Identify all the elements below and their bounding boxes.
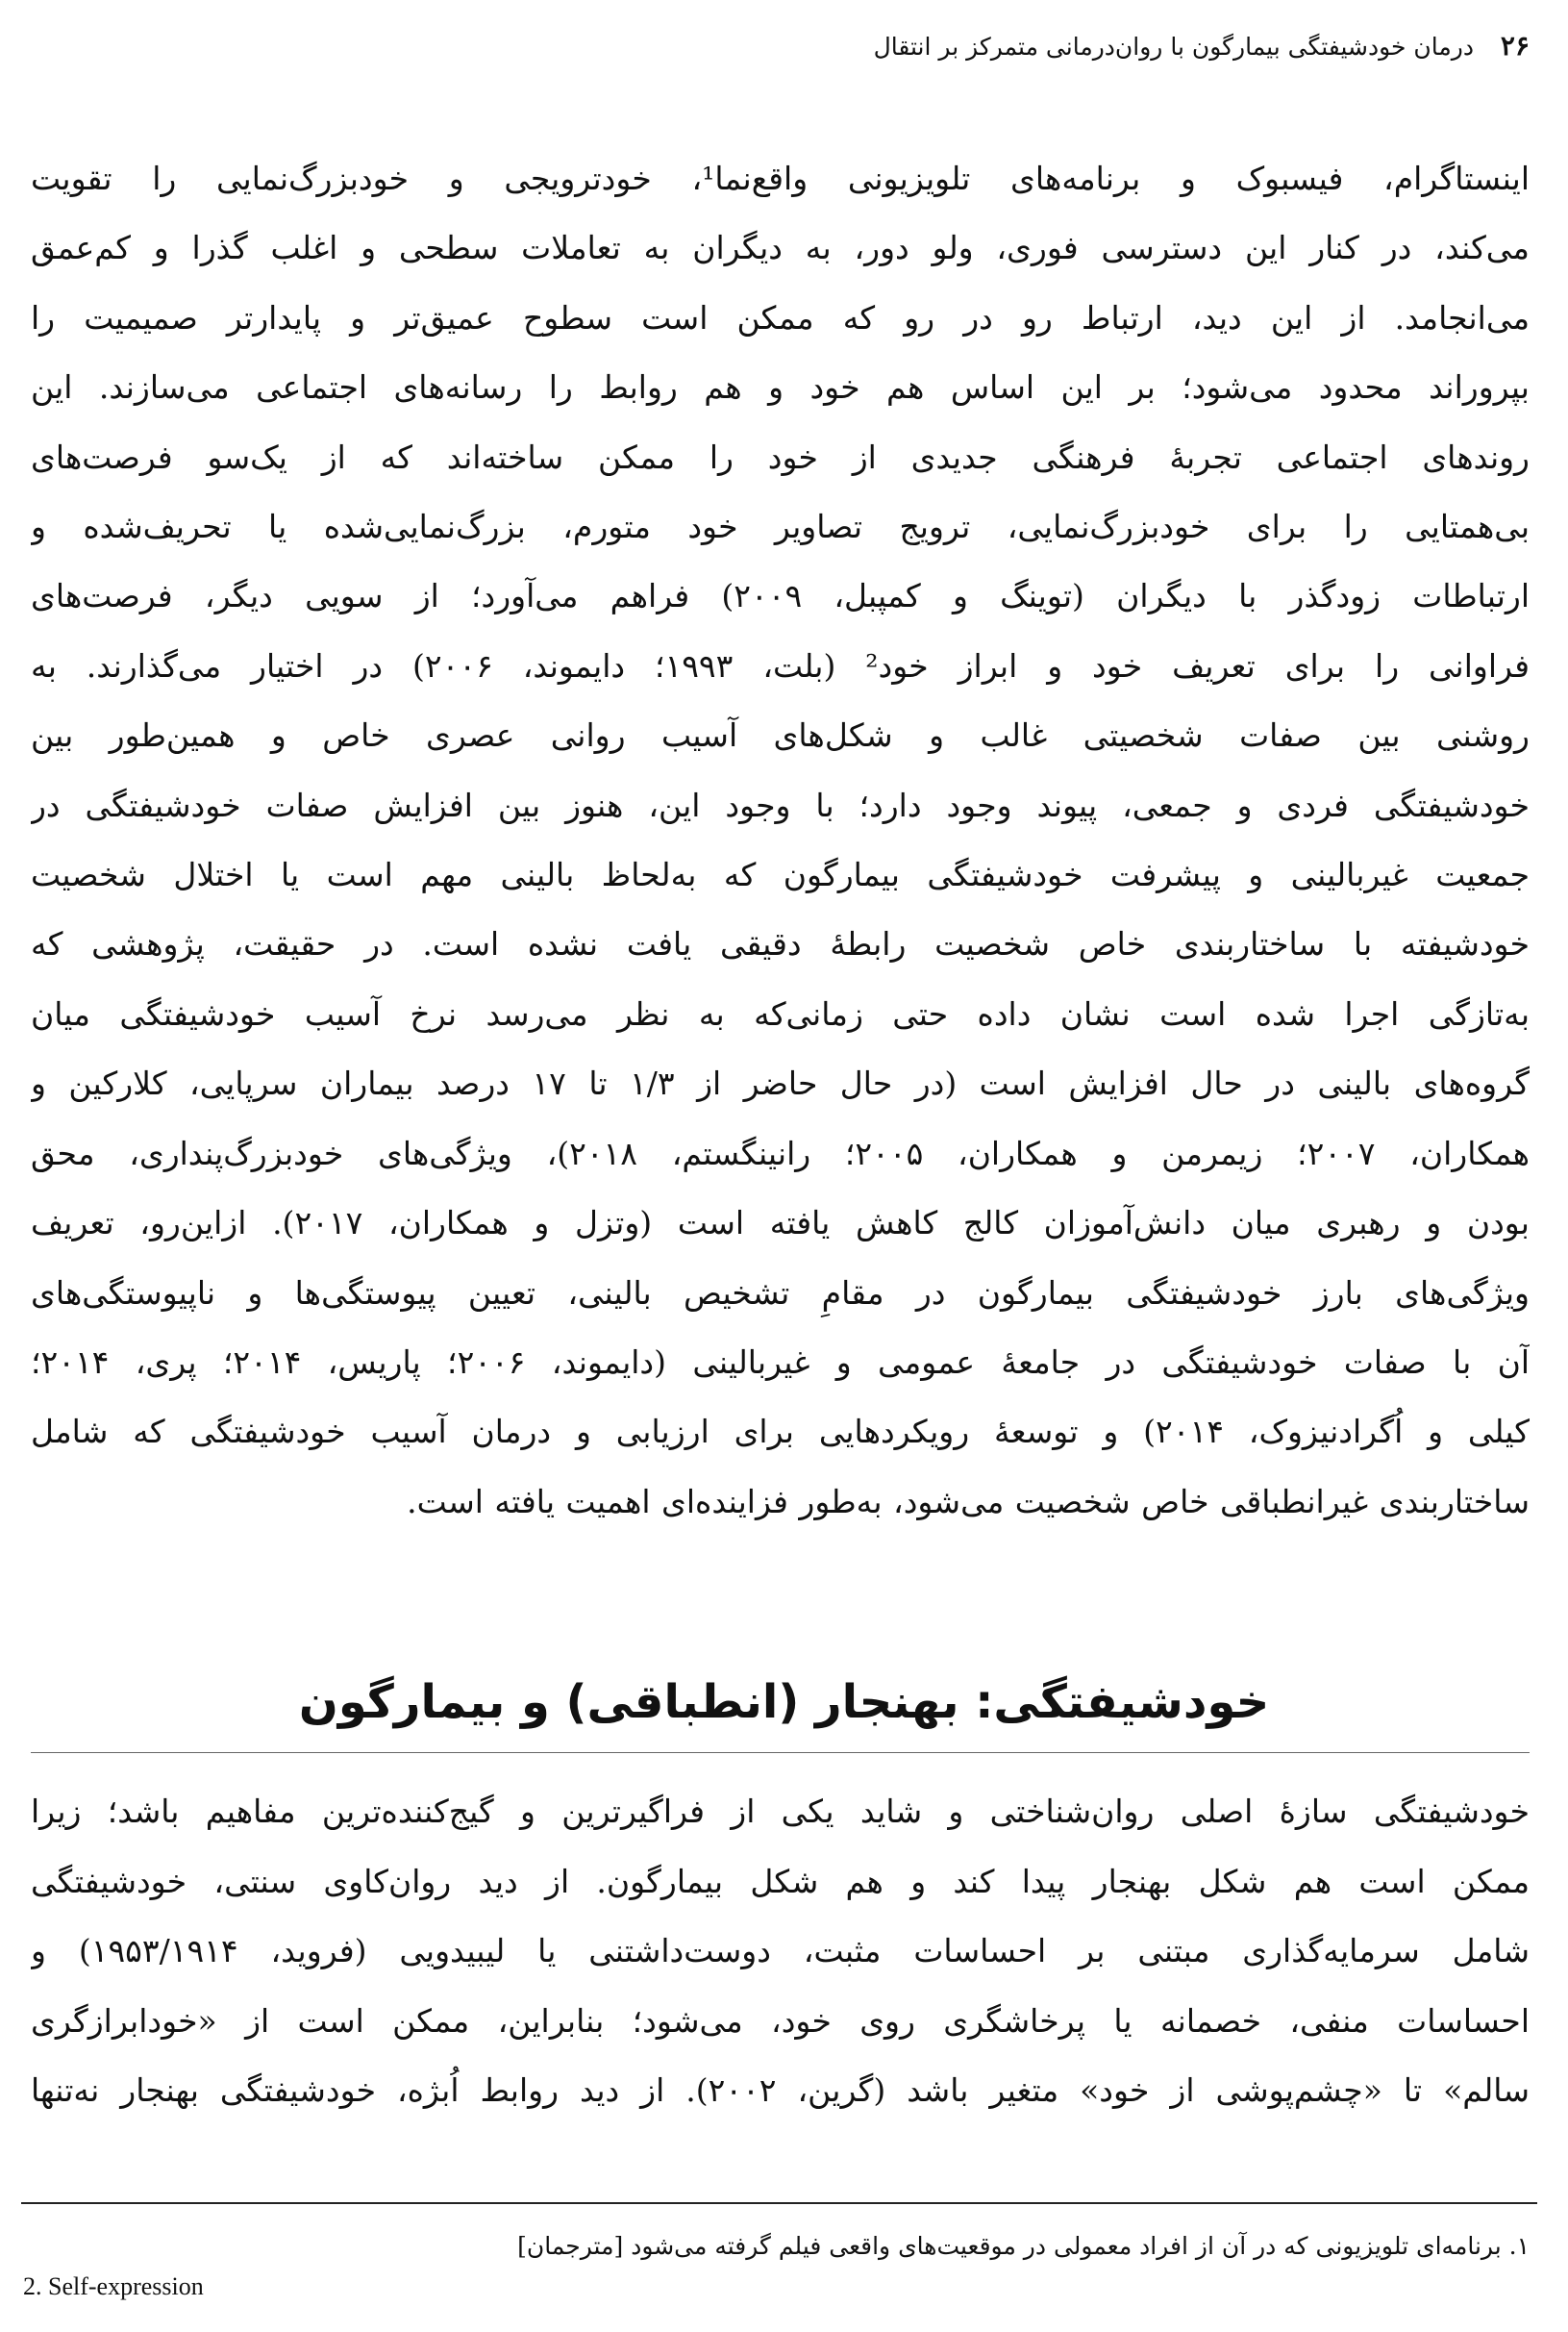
- paragraph-line: خودشیفتگی فردی و جمعی، پیوند وجود دارد؛ با وجود این، هنوز بین افزایش صفات خودشیفتگی در: [31, 786, 1530, 824]
- paragraph-line: ساختاربندی غیرانطباقی خاص شخصیت می‌شود، به‌طور فزاینده‌ای اهمیت یافته است.: [407, 1482, 1530, 1520]
- paragraph-line: گروه‌های بالینی در حال افزایش است (در حال حاضر از ۱/۳ تا ۱۷ درصد بیماران سرپایی، کلارکین و: [31, 1065, 1530, 1103]
- paragraph-line: می‌کند، در کنار این دسترسی فوری، ولو دور، به دیگران به تعاملات سطحی و اغلب گذرا و کم‌عمق: [31, 229, 1530, 267]
- book-title: درمان خودشیفتگی بیمارگون با روان‌درمانی متمرکز بر انتقال: [873, 33, 1474, 61]
- page-number: ۲۶: [1500, 30, 1530, 62]
- footnote-1: ۱. برنامه‌ای تلویزیونی که در آن از افراد معمولی در موقعیت‌های واقعی فیلم گرفته می‌شود [مترجمان]: [517, 2232, 1530, 2260]
- paragraph-line: جمعیت غیربالینی و پیشرفت خودشیفتگی بیمارگون که به‌لحاظ بالینی مهم است یا اختلال شخصیت: [31, 856, 1530, 894]
- paragraph-line: آن با صفات خودشیفتگی در جامعهٔ عمومی و غیربالینی (دایموند، ۲۰۰۶؛ پاریس، ۲۰۱۴؛ پری، ۲۰۱۴؛: [31, 1342, 1530, 1381]
- paragraph-line: فراوانی را برای تعریف خود و ابراز خود² (بلت، ۱۹۹۳؛ دایموند، ۲۰۰۶) در اختیار می‌گذارند. به: [31, 646, 1530, 685]
- paragraph-line: خودشیفته با ساختاربندی خاص شخصیت رابطهٔ دقیقی یافت نشده است. در حقیقت، پژوهشی که: [31, 925, 1530, 964]
- paragraph-line: سالم» تا «چشم‌پوشی از خود» متغیر باشد (گرین، ۲۰۰۲). از دید روابط اُبژه، خودشیفتگی بهنجار نه‌تنها: [31, 2071, 1530, 2109]
- paragraph-line: ویژگی‌های بارز خودشیفتگی بیمارگون در مقامِ تشخیص بالینی، تعیین پیوستگی‌ها و ناپیوستگی‌های: [31, 1273, 1530, 1312]
- footnote-2: 2. Self-expression: [23, 2272, 204, 2300]
- body-paragraph-2: [31, 1777, 1530, 2126]
- paragraph-line: روندهای اجتماعی تجربهٔ فرهنگی جدیدی از خود را ممکن ساخته‌اند که از یک‌سو فرصت‌های: [31, 438, 1530, 476]
- section-heading: خودشیفتگی: بهنجار (انطباقی) و بیمارگون: [298, 1675, 1270, 1729]
- heading-divider: [31, 1752, 1530, 1753]
- paragraph-line: خودشیفتگی سازهٔ اصلی روان‌شناختی و شاید یکی از فراگیرترین و گیج‌کننده‌ترین مفاهیم باشد؛ زیرا: [31, 1793, 1530, 1830]
- paragraph-line: بپروراند محدود می‌شود؛ بر این اساس هم خود و هم روابط را رسانه‌های اجتماعی می‌سازند. این: [31, 368, 1530, 407]
- paragraph-line: ممکن است هم شکل بهنجار پیدا کند و هم شکل بیمارگون. از دید روان‌کاوی سنتی، خودشیفتگی: [31, 1862, 1530, 1900]
- footnote-divider: [21, 2202, 1537, 2204]
- paragraph-line: می‌انجامد. از این دید، ارتباط رو در رو که ممکن است سطوح عمیق‌تر و پایدارتر صمیمیت را: [31, 298, 1530, 337]
- paragraph-line: بی‌همتایی را برای خودبزرگ‌نمایی، ترویج تصاویر خود متورم، بزرگ‌نمایی‌شده یا تحریف‌شده و: [31, 508, 1530, 546]
- paragraph-line: بودن و رهبری میان دانش‌آموزان کالج کاهش یافته است (وتزل و همکاران، ۲۰۱۷). ازاین‌رو، تعریف: [31, 1204, 1530, 1242]
- paragraph-line: به‌تازگی اجرا شده است نشان داده حتی زمانی‌که به نظر می‌رسد نرخ آسیب خودشیفتگی میان: [31, 994, 1530, 1033]
- paragraph-line: همکاران، ۲۰۰۷؛ زیمرمن و همکاران، ۲۰۰۵؛ رانینگستم، ۲۰۱۸)، ویژگی‌های خودبزرگ‌پنداری، محق: [31, 1134, 1530, 1172]
- paragraph-line: شامل سرمایه‌گذاری مبتنی بر احساسات مثبت، دوست‌داشتنی یا لیبیدویی (فروید، ۱۹۵۳/۱۹۱۴) و: [31, 1932, 1530, 1969]
- paragraph-line: روشنی بین صفات شخصیتی غالب و شکل‌های آسیب روانی عصری خاص و همین‌طور بین: [31, 716, 1530, 755]
- paragraph-line: اینستاگرام، فیسبوک و برنامه‌های تلویزیونی واقع‌نما¹، خودترویجی و خودبزرگ‌نمایی را تقویت: [31, 160, 1530, 197]
- paragraph-line: احساسات منفی، خصمانه یا پرخاشگری روی خود، می‌شود؛ بنابراین، ممکن است از «خودابرازگری: [31, 2001, 1530, 2040]
- body-paragraph-1: [31, 144, 1530, 1537]
- paragraph-line: ارتباطات زودگذر با دیگران (توینگ و کمپبل، ۲۰۰۹) فراهم می‌آورد؛ از سویی دیگر، فرصت‌های: [31, 577, 1530, 615]
- paragraph-line: کیلی و اُگرادنیزوک، ۲۰۱۴) و توسعهٔ رویکردهایی برای ارزیابی و درمان آسیب خودشیفتگی که شامل: [31, 1413, 1530, 1451]
- running-header: [874, 27, 1530, 66]
